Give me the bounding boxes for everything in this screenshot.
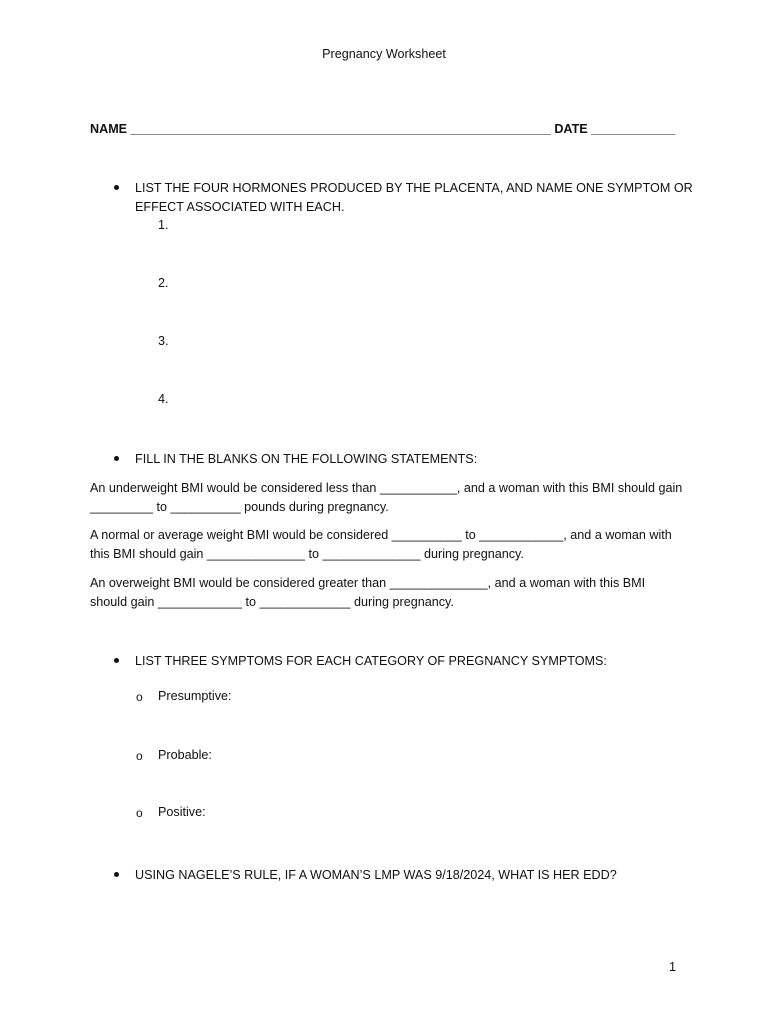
bullet-icon	[114, 456, 119, 461]
question-4-heading: USING NAGELE’S RULE, IF A WOMAN’S LMP WAS 9/18/2024, WHAT IS HER EDD?	[135, 868, 617, 882]
hormone-item-2: 2.	[158, 276, 169, 290]
bmi-statement-overweight: An overweight BMI would be considered greater than ______________, and a woman with this BMI should gain ____________ to _____________ during pregnancy.	[90, 576, 646, 609]
question-1-line-1: LIST THE FOUR HORMONES PRODUCED BY THE PLACENTA, AND NAME ONE SYMPTOM OR	[135, 181, 693, 195]
hormone-item-4: 4.	[158, 392, 169, 406]
question-3-heading: LIST THREE SYMPTOMS FOR EACH CATEGORY OF PREGNANCY SYMPTOMS:	[135, 654, 607, 668]
category-positive: Positive:	[158, 805, 206, 819]
category-probable: Probable:	[158, 748, 212, 762]
circle-bullet-icon: o	[136, 690, 143, 704]
category-presumptive: Presumptive:	[158, 689, 232, 703]
circle-bullet-icon: o	[136, 749, 143, 763]
bmi-statement-normal: A normal or average weight BMI would be considered __________ to ____________, and a woman with this BMI should gain ______________ to ______________ during pregnancy.	[90, 528, 672, 561]
hormone-item-1: 1.	[158, 218, 169, 232]
bullet-icon	[114, 658, 119, 663]
bullet-icon	[114, 185, 119, 190]
name-date-line: NAME ____________________________________________________________ DATE ____________	[90, 122, 676, 136]
page-number: 1	[669, 960, 677, 974]
bullet-icon	[114, 872, 119, 877]
question-1-line-2: EFFECT ASSOCIATED WITH EACH.	[135, 200, 345, 214]
question-2-heading: FILL IN THE BLANKS ON THE FOLLOWING STATEMENTS:	[135, 452, 478, 466]
circle-bullet-icon: o	[136, 806, 143, 820]
hormone-item-3: 3.	[158, 334, 169, 348]
document-title: Pregnancy Worksheet	[322, 47, 446, 61]
bmi-statement-underweight: An underweight BMI would be considered less than ___________, and a woman with this BMI should gain _________ to __________ pounds during pregnancy.	[90, 481, 683, 514]
